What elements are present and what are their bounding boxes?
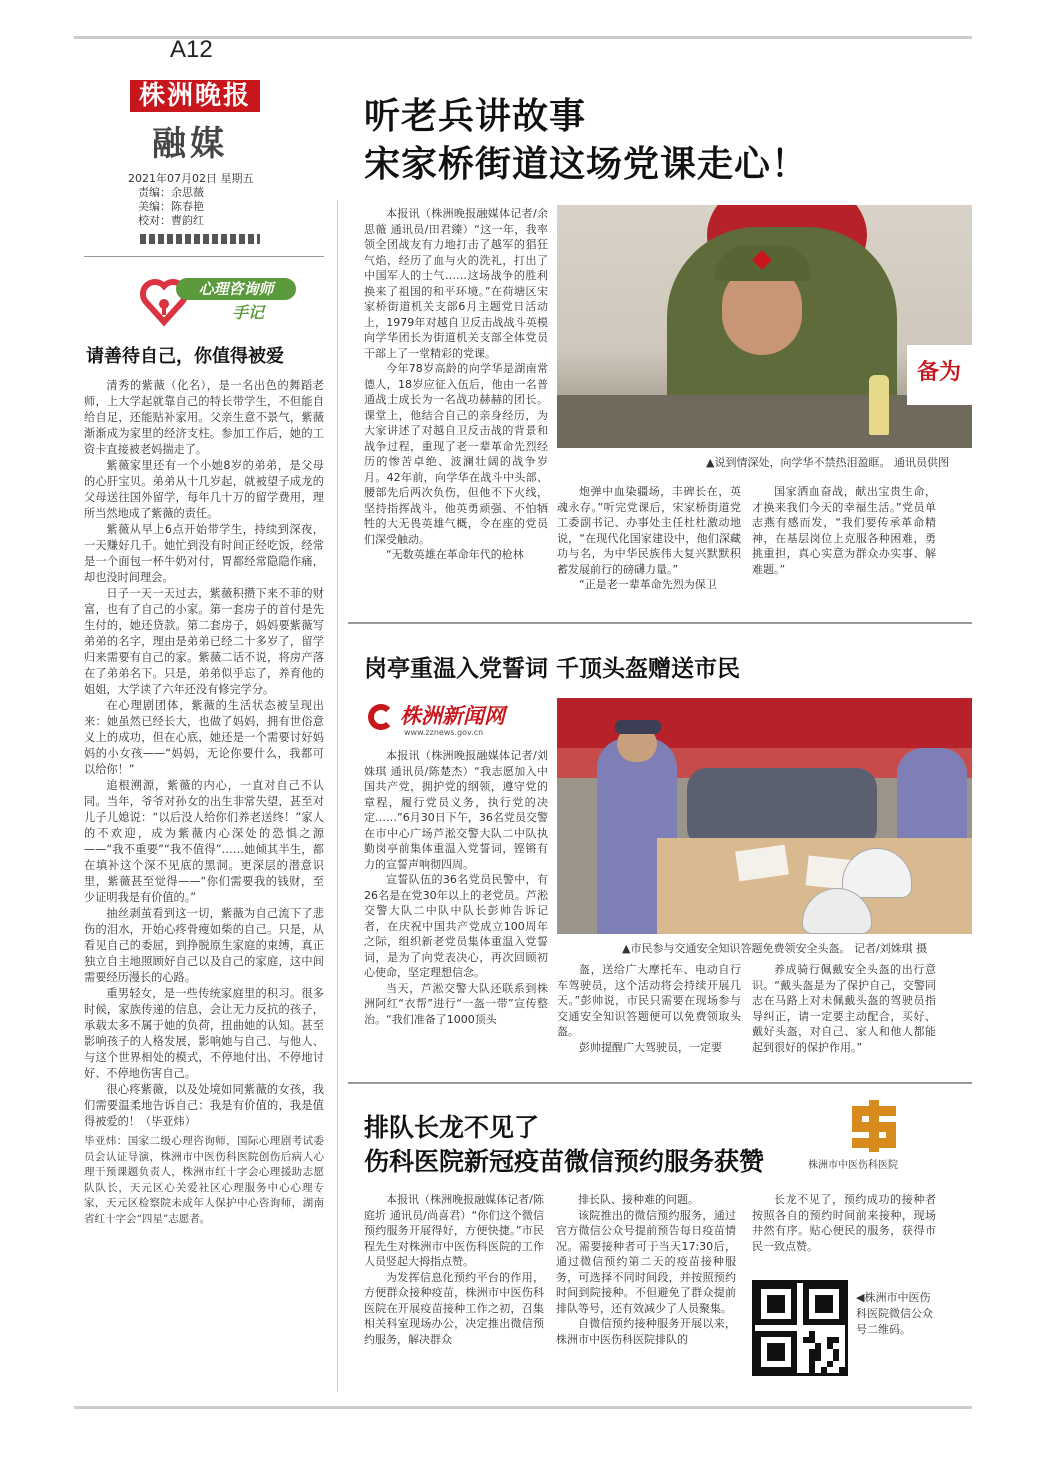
story1-paragraph: 今年78岁高龄的向学华是湖南常德人，18岁应征入伍后，他由一名普通战士成长为一名战功赫赫的团长。课堂上，他结合自己的亲身经历，为大家讲述了对越自卫反击战的背景和战争过程，重现了老一辈革命先烈经历的惨苦卓绝、波澜壮阔的战争岁月。42年前，向学华在战斗中头部、腰部先后两次负伤，但他不下火线，坚持指挥战斗，他英勇顽强、不怕牺牲的大无畏英雄气概，令在座的党员们深受触动。 bbox=[364, 362, 548, 546]
qr-module bbox=[833, 1355, 839, 1361]
qr-module bbox=[833, 1337, 839, 1343]
column-title: 请善待自己，你值得被爱 bbox=[86, 346, 284, 367]
header-divider-arrows bbox=[140, 234, 260, 244]
column-paragraph: 重男轻女，是一些传统家庭里的积习。很多时候，家族传递的信息，会让无力反抗的孩子，承载太多不属于她的负荷，扭曲她的认知。甚至影响孩子的人格发展，影响她与自己、与他人、与这个世界相处的模式，不停地付出、不停地讨好、不停地伤害自己。 bbox=[84, 987, 324, 1080]
designer: 美编：陈春艳 bbox=[138, 200, 204, 213]
story3-column-2 bbox=[556, 1192, 736, 1347]
logo-url: www.zznews.gov.cn bbox=[404, 728, 484, 737]
hospital-name: 株洲市中医伤科医院 bbox=[808, 1160, 898, 1171]
qr-module bbox=[827, 1361, 833, 1367]
story1-paragraph: “无数英雄在革命年代的枪林 bbox=[386, 548, 524, 561]
story2-paragraph: 盔，送给广大摩托车、电动自行车驾驶员，这个活动将会持续开展几天。”彭帅说，市民只需要在现场参与交通安全知识答题便可以免费领取头盔。 bbox=[557, 963, 741, 1038]
story3-paragraph: 自微信预约接种服务开展以来，株洲市中医伤科医院排队的 bbox=[556, 1317, 736, 1346]
qr-finder bbox=[815, 1295, 833, 1313]
story1-paragraph: 本报讯（株洲晚报融媒体记者/余思薇 通讯员/田君臻）“这一年，我率领全团战友有力地打击了越军的猖狂气焰，经历了血与火的洗礼，打出了中国军人的士气……这场战争的胜利换来了祖国的和平环境。”在荷塘区宋家桥街道机关支部6月主题党日活动上，1979年对越自卫反击战战斗英模向学华团长为街道机关支部全体党员干部上了一堂精彩的党课。 bbox=[364, 207, 548, 360]
water-bottle bbox=[869, 375, 889, 435]
qr-caption: ◀株洲市中医伤科医院微信公众号二维码。 bbox=[856, 1291, 933, 1336]
story1-paragraph: 国家洒血奋战，献出宝贵生命，才换来我们今天的幸福生活。”党员单志燕有感而发，“我们要传承革命精神，在基层岗位上克服各种困难，勇挑重担，真心实意为群众办实事、解难题。” bbox=[752, 485, 936, 576]
logo-swirl-icon bbox=[368, 704, 394, 730]
crowd bbox=[687, 768, 877, 848]
story3-paragraph: 长龙不见了，预约成功的接种者按照各自的预约时间前来接种，现场井然有序。贴心便民的服务，获得市民一致点赞。 bbox=[752, 1193, 936, 1253]
story2-column-1 bbox=[364, 748, 548, 1027]
column-paragraph: 抽丝剥茧看到这一切，紫薇为自己流下了悲伤的泪水，开始心疼骨瘦如柴的自己。只是，从看见自己的委屈，到挣脱原生家庭的束缚，真正独立自主地照顾好自己以及自己的家庭，这中间需要经历漫长的心路。 bbox=[84, 907, 324, 984]
banner-text: 备为 bbox=[917, 360, 962, 385]
column-paragraph: 紫薇从早上6点开始带学生，持续到深夜，一天赚好几千。她忙到没有时间正经吃饭，经常是一个面包一杯牛奶对付，胃都经常隐隐作痛，却也没时间理会。 bbox=[84, 523, 324, 584]
page-number: A12 bbox=[170, 36, 213, 63]
story1-paragraph: “正是老一辈革命先烈为保卫 bbox=[579, 578, 717, 591]
author-bio: 毕亚炜：国家二级心理咨询师，国际心理剧考试委员会认证导演，株洲市中医伤科医院创伤后病人心理干预课题负责人，株洲市红十字会心理援助志愿队队长，天元区心关爱社区心理服务中心心理专家，天元区检察院未成年人保护中心咨询师，湖南省红十字会“四星”志愿者。 bbox=[84, 1135, 324, 1225]
story1-column-2 bbox=[557, 484, 741, 593]
column-paragraph: 紫薇家里还有一个小她8岁的弟弟，是父母的心肝宝贝。弟弟从十几岁起，就被望子成龙的父母送往国外留学，每年几十万的留学费用，理所当然地成了紫薇的责任。 bbox=[84, 459, 324, 520]
column-body bbox=[84, 378, 324, 1227]
qr-module bbox=[815, 1355, 821, 1361]
story2-caption: ▲市民参与交通安全知识答题免费领安全头盔。 记者/刘姝琪 摄 bbox=[622, 942, 928, 955]
story-separator-1 bbox=[348, 622, 972, 624]
story3-column-1 bbox=[364, 1192, 544, 1347]
column-paragraph: 追根溯源，紫薇的内心，一直对自己不认同。当年，爷爷对孙女的出生非常失望，甚至对儿子儿媳说：“以后没人给你们养老送终！”家人的不欢迎，成为紫薇内心深处的恐惧之源——“我不重要”“我不值得”……她倾其半生，都在填补这个深不见底的黑洞。更深层的潜意识里，紫薇甚至觉得——“你们需要我的钱财，至少证明我是有价值的。” bbox=[84, 779, 324, 904]
story2-column-2 bbox=[557, 962, 741, 1055]
story2-headline: 岗亭重温入党誓词 千顶头盔赠送市民 bbox=[364, 655, 741, 682]
column-paragraph: 很心疼紫薇，以及处境如同紫薇的女孩，我们需要温柔地告诉自己：我是有价值的，我是值得被爱的！（毕亚炜） bbox=[84, 1083, 324, 1128]
column-paragraph: 日子一天一天过去，紫薇积攒下来不菲的财富，也有了自己的小家。第一套房子的首付是先生付的，她还贷款。第二套房子，妈妈要紫薇写弟弟的名字，理由是弟弟已经二十多岁了，留学归来需要有自己的家。紫薇二话不说，将房产落在了弟弟名下。只是，弟弟似乎忘了，养育他的姐姐，大学读了六年还没有修完学分。 bbox=[84, 587, 324, 696]
qr-finder bbox=[767, 1343, 785, 1361]
story3-headline-line1: 排队长龙不见了 bbox=[364, 1113, 540, 1142]
story-separator-2 bbox=[348, 1082, 972, 1084]
story1-headline-line1: 听老兵讲故事 bbox=[364, 95, 587, 137]
qr-module bbox=[821, 1367, 827, 1373]
story1-caption: ▲说到情深处，向学华不禁热泪盈眶。 通讯员供图 bbox=[706, 456, 949, 469]
badge-sub: 手记 bbox=[232, 303, 265, 322]
left-column-top-rule bbox=[84, 256, 324, 257]
story2-paragraph: 彭帅提醒广大驾驶员，一定要 bbox=[579, 1040, 722, 1054]
story2-paragraph: 养成骑行佩戴安全头盔的出行意识。“戴头盔是为了保护自己，交警同志在马路上对未佩戴头盔的驾驶员指导纠正，请一定要主动配合，买好、戴好头盔，对自己、家人和他人都能起到很好的保护作用。” bbox=[752, 963, 936, 1054]
section-title: 融媒 bbox=[152, 124, 228, 164]
story2-paragraph: 宣誓队伍的36名党员民警中，有26名是在党30年以上的老党员。芦淞交警大队二中队中队长彭帅告诉记者，在庆祝中国共产党成立100周年之际，组织新老党员集体重温入党誓词，是为了向党表决心，再次回顾初心使命，坚定理想信念。 bbox=[364, 873, 548, 979]
story1-column-1 bbox=[364, 206, 548, 563]
column-badge bbox=[140, 272, 300, 332]
story3-paragraph: 排长队、接种难的问题。 bbox=[578, 1193, 699, 1206]
story1-column-3 bbox=[752, 484, 936, 577]
badge-title: 心理咨询师 bbox=[176, 278, 296, 300]
qr-code[interactable] bbox=[752, 1280, 848, 1376]
story3-paragraph: 为发挥信息化预约平台的作用，方便群众接种疫苗，株洲市中医伤科医院在开展疫苗接种工作之初，召集相关科室现场办公，决定推出微信预约服务，解决群众 bbox=[364, 1270, 544, 1346]
story2-photo bbox=[557, 698, 972, 934]
logo-text: 株洲新闻网 bbox=[400, 703, 505, 728]
story1-photo bbox=[557, 205, 972, 448]
proofreader: 校对：曹韵红 bbox=[138, 214, 204, 227]
column-separator bbox=[337, 200, 338, 1392]
officer-cap bbox=[615, 720, 661, 734]
story3-headline-line2: 伤科医院新冠疫苗微信预约服务获赞 bbox=[364, 1147, 765, 1176]
hospital-emblem-icon bbox=[846, 1098, 902, 1154]
editor: 责编：余思薇 bbox=[138, 186, 204, 199]
story1-paragraph: 炮弹中血染疆场，丰碑长在，英魂永存。”听完党课后，宋家桥街道党工委副书记、办事处主任杜杜激动地说，“在现代化国家建设中，他们深藏功与名，为中华民族伟大复兴默默积蓄发展前行的磅礴力量。” bbox=[557, 485, 741, 576]
page-meta bbox=[128, 172, 254, 228]
bottom-rule bbox=[74, 1406, 972, 1409]
news-site-logo bbox=[364, 700, 550, 740]
column-paragraph: 清秀的紫薇（化名），是一名出色的舞蹈老师，上大学起就靠自己的特长带学生，不但能自给自足，还能贴补家用。父亲生意不景气，紫薇渐渐成为家里的经济支柱。参加工作后，她的工资卡直接被老妈揣走了。 bbox=[84, 379, 324, 456]
page-date: 2021年07月02日 星期五 bbox=[128, 172, 254, 185]
story2-column-3 bbox=[752, 962, 936, 1055]
qr-module bbox=[839, 1367, 845, 1373]
story2-paragraph: 本报讯（株洲晚报融媒体记者/刘姝琪 通讯员/陈楚杰）“我志愿加入中国共产党，拥护党的纲领，遵守党的章程，履行党员义务，执行党的决定……”6月30日下午，36名党员交警在市中心广场芦淞交警大队二中队执勤岗亭前集体重温入党誓词，铿锵有力的宣誓声响彻四周。 bbox=[364, 749, 548, 871]
story3-paragraph: 该院推出的微信预约服务，通过官方微信公众号提前预告每日疫苗情况。需要接种者可于当天17:30后，通过微信预约第二天的疫苗接种服务，可选择不同时间段，并按照预约时间到院接种。不但避免了群众提前排队等号，还有效减少了人员聚集。 bbox=[556, 1208, 736, 1315]
qr-finder bbox=[767, 1295, 785, 1313]
column-paragraph: 在心理剧团体，紫薇的生活状态被呈现出来：她虽然已经长大，也做了妈妈，拥有世俗意义上的成功，但在心底，她还是一个需要讨好妈妈的小女孩——“妈妈，无论你要什么，我都可以给你！” bbox=[84, 699, 324, 776]
hospital-logo bbox=[800, 1098, 970, 1178]
qr-module bbox=[809, 1367, 815, 1373]
story3-column-3 bbox=[752, 1192, 936, 1254]
story1-headline-line2: 宋家桥街道这场党课走心！ bbox=[364, 143, 809, 185]
story3-paragraph: 本报讯（株洲晚报融媒体记者/陈庭圻 通讯员/尚喜君）“你们这个微信预约服务开展得好，方便快捷。”市民程先生对株洲市中医伤科医院的工作人员竖起大拇指点赞。 bbox=[364, 1193, 544, 1268]
story2-paragraph: 当天，芦淞交警大队还联系到株洲阿红“衣帮”进行“一盔一带”宣传整治。“我们准备了1000顶头 bbox=[364, 981, 548, 1026]
masthead: 株洲晚报 bbox=[130, 80, 260, 112]
